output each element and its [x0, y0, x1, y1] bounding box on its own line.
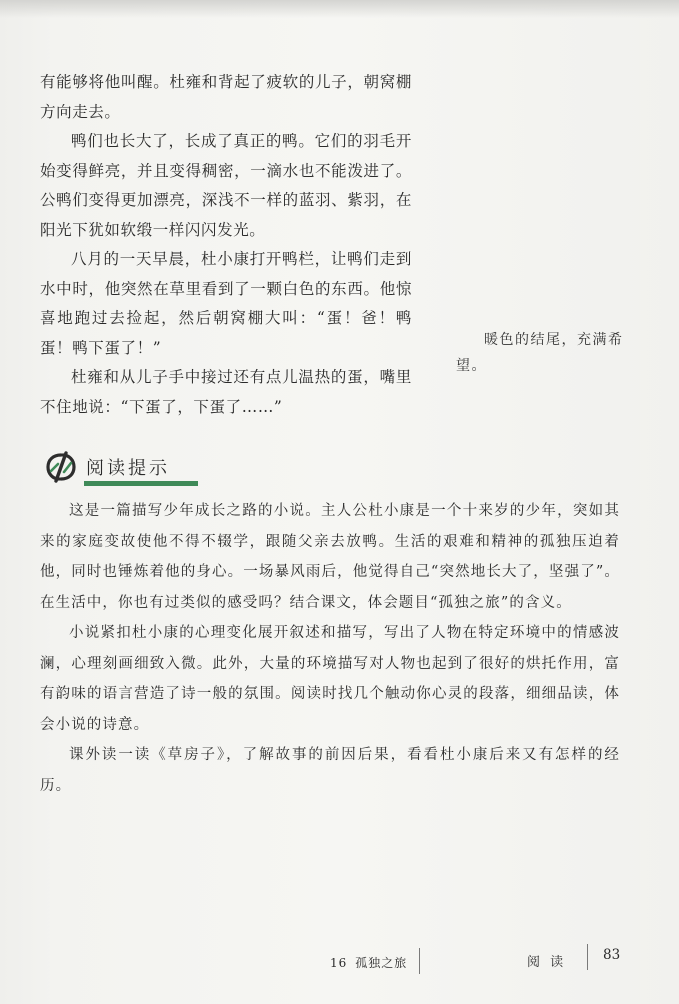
page-edge-shadow	[0, 0, 679, 18]
footer-divider	[587, 944, 588, 970]
footer-lesson	[330, 954, 407, 971]
tips-paragraph: 这是一篇描写少年成长之路的小说。主人公杜小康是一个十来岁的少年，突如其来的家庭变故使他不得不辍学，跟随父亲去放鸭。生活的艰难和精神的孤独压迫着他，同时也锤炼着他的身心。一场暴风雨后，他觉得自己“突然地长大了，坚强了”。在生活中，你也有过类似的感受吗？结合课文，体会题目“孤独之旅”的含义。	[40, 503, 620, 611]
story-paragraph: 八月的一天早晨，杜小康打开鸭栏，让鸭们走到水中时，他突然在草里看到了一颗白色的东西。他惊喜地跑过去捡起，然后朝窝棚大叫：“蛋！爸！鸭蛋！鸭下蛋了！”	[40, 250, 412, 357]
reading-tips-title: 阅读提示	[86, 458, 170, 479]
story-paragraph: 鸭们也长大了，长成了真正的鸭。它们的羽毛开始变得鲜亮，并且变得稠密，一滴水也不能泼进了。公鸭们变得更加漂亮，深浅不一样的蓝羽、紫羽，在阳光下犹如软缎一样闪闪发光。	[40, 132, 412, 239]
tips-paragraph: 课外读一读《草房子》，了解故事的前因后果，看看杜小康后来又有怎样的经历。	[40, 747, 620, 794]
reading-tips-text	[40, 496, 620, 801]
margin-annotation: 暖色的结尾，充满希望。	[456, 332, 624, 374]
lesson-title: 孤独之旅	[355, 956, 408, 970]
story-text	[40, 68, 412, 422]
footer-section: 阅 读	[527, 955, 567, 970]
reading-tips-icon	[44, 450, 78, 484]
story-paragraph: 有能够将他叫醒。杜雍和背起了疲软的儿子，朝窝棚方向走去。	[40, 73, 412, 121]
lesson-number: 16	[330, 956, 348, 970]
reading-tips-header	[44, 448, 214, 488]
story-paragraph: 杜雍和从儿子手中接过还有点儿温热的蛋，嘴里不住地说：“下蛋了，下蛋了……”	[40, 368, 412, 416]
title-underline	[84, 481, 198, 486]
tips-paragraph: 小说紧扣杜小康的心理变化展开叙述和描写，写出了人物在特定环境中的情感波澜，心理刻画细致入微。此外，大量的环境描写对人物也起到了很好的烘托作用，富有韵味的语言营造了诗一般的氛围。阅读时找几个触动你心灵的段落，细细品读，体会小说的诗意。	[40, 625, 620, 733]
page-number: 83	[603, 947, 621, 963]
footer-divider	[419, 948, 420, 974]
